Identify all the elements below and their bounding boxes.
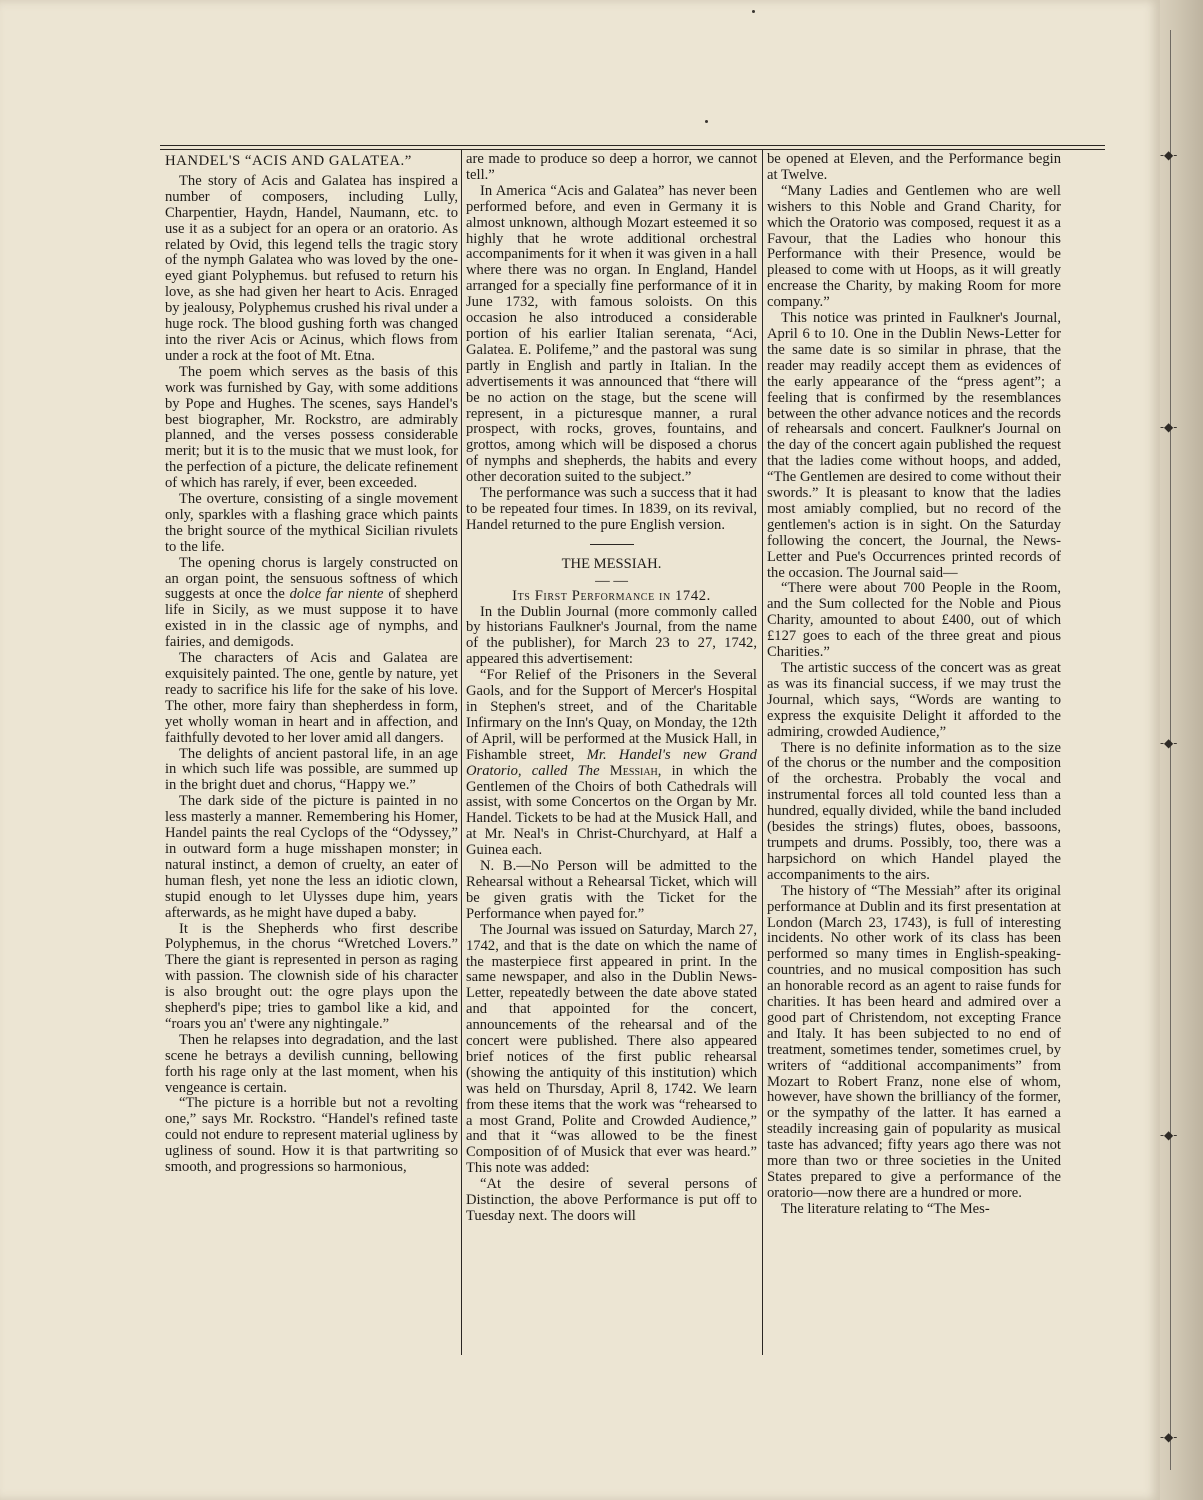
- paragraph: The poem which serves as the basis of this work was furnished by Gay, with some additions by Pope and Hughes. The scenes, says Handel's best biographer, Mr. Rockstro, are admirably planned, and the verses possess considerable merit; but it is to the music that we must look, for the perfection of a picture, the delicate refinement of which has rarely, if ever, been exceeded.: [165, 363, 458, 492]
- binding-line: [1170, 30, 1171, 1470]
- paragraph: Then he relapses into degradation, and the last scene he betrays a devilish cunning, bellowing forth his rage only at the last moment, when his vengeance is certain.: [165, 1031, 458, 1096]
- paragraph: The history of “The Messiah” after its original performance at Dublin and its first presentation at London (March 23, 1743), is full of interesting incidents. No other work of its class has been performed so many times in English-speaking- countries, and no musical composition has such an honorable record as an agent to raise funds for charities. It has been heard and admired over a good part of Christendom, not excepting France and Italy. It has been subjected to no end of treatment, sometimes tender, sometimes cruel, by writers of “additional accompaniments” from Mozart to Robert Franz, none else of whom, however, have shown the brilliancy of the former, or the sympathy of the latter. It has earned a steadily increasing gain of popularity as musical taste has advanced; fifty years ago there was not more than two or three societies in the United States prepared to give a performance of the oratorio—now there are a hundred or more.: [767, 882, 1061, 1201]
- paragraph: “The picture is a horrible but not a revolting one,” says Mr. Rockstro. “Handel's refined taste could not endure to represent material ugliness by ugliness of sound. How it is that partwriting so smooth, and progressions so harmonious,: [165, 1095, 458, 1176]
- paragraph: There is no definite information as to the size of the chorus or the number and the composition of the orchestra. Probably the vocal and instrumental forces all told counted less than a hundred, equally divided, while the band included (besides the strings) flutes, oboes, bassoons, trumpets and drums. Possibly, too, there was a harpsichord on which Handel played the accompaniments to the airs.: [767, 739, 1061, 883]
- advertisement-quote: [466, 668, 757, 859]
- column-divider-1: [461, 150, 462, 1355]
- paragraph: “There were about 700 People in the Room, and the Sum collected for the Noble and Pious Charity, amounted to about £400, out of which £127 goes to each of the three great and pious Charities.”: [767, 580, 1061, 661]
- book-binding-edge: [1160, 0, 1203, 1500]
- text-run: of shepherd life in Sicily, as we must suppose it to have existed in in the classic age of nymphs, and fairies, and demigods.: [165, 586, 458, 651]
- section-divider: [590, 544, 634, 545]
- binding-stitch-icon: ‑◆‑: [1160, 420, 1178, 434]
- italic-phrase: dolce far niente: [289, 586, 384, 603]
- paragraph: The story of Acis and Galatea has inspired a number of composers, including Lully, Charpentier, Haydn, Handel, Naumann, etc. to use it as a subject for an opera or an oratorio. As related by Ovid, this legend tells the tragic story of the nymph Galatea who was loved by the one-eyed giant Polyphemus. but refused to return his love, as she had given her heart to Acis. Enraged by jealousy, Polyphemus crushed his rival under a huge rock. The blood gushing forth was changed into the river Acis or Acinus, which flows from under a rock at the foot of Mt. Etna.: [165, 172, 458, 364]
- paragraph: In America “Acis and Galatea” has never been performed before, and even in Germany it is almost unknown, although Mozart esteemed it so highly that he wrote additional orchestral accompaniments for it when it was given in a hall where there was no organ. In England, Handel arranged for a specially fine performance of it in June 1732, with famous soloists. On this occasion he also introduced a considerable portion of his earlier Italian serenata, “Aci, Galatea. E. Polifeme,” and the pastoral was sung partly in English and partly in Italian. In the advertisements it was announced that “there will be no action on the stage, but the scene will represent, in a picturesque manner, a rural prospect, with rocks, groves, fountains, and grottos, among which will be disposed a chorus of nymphs and shepherds, the habits and every other decoration suited to the subject.”: [466, 182, 757, 486]
- binding-stitch-icon: ‑◆‑: [1160, 736, 1178, 750]
- section-subheading: Its First Performance in 1742.: [512, 587, 711, 604]
- paragraph: The characters of Acis and Galatea are exquisitely painted. The one, gentle by nature, yet ready to sacrifice his life for the sake of his love. The other, more fairy than shepherdess in form, yet wholly woman in heart and in affection, and faithfully devoted to her lover amid all dangers.: [165, 650, 458, 746]
- paragraph: This notice was printed in Faulkner's Journal, April 6 to 10. One in the Dublin News-Letter for the same date is so similar in phrase, that the reader may readily accept them as evidences of the early appearance of the “press agent”; a feeling that is confirmed by the resemblances between the other advance notices and the records of rehearsals and concert. Faulkner's Journal on the day of the concert again published the request that the ladies come without hoops, and added, “The Gentlemen are desired to come without their swords.” It is pleasant to know that the ladies most amiably complied, but no record of the gentlemen's action is in sight. On the Saturday following the concert, the Journal, the News-Letter and Pue's Occurrences printed records of the occasion. The Journal said—: [767, 310, 1061, 581]
- top-rule: [160, 145, 1105, 146]
- column-messiah: [466, 152, 757, 1352]
- paragraph: be opened at Eleven, and the Performance begin at Twelve.: [767, 151, 1061, 183]
- paragraph: “At the desire of several persons of Distinction, the above Performance is put off to Tuesday next. The doors will: [466, 1176, 757, 1224]
- paragraph: The literature relating to “The Mes-: [781, 1200, 990, 1217]
- paragraph: The dark side of the picture is painted in no less masterly a manner. Remembering his Homer, Handel paints the real Cyclops of the “Odyssey,” in outward form a huge misshapen monster; in natural instinct, a demon of cruelty, an eater of human flesh, yet none the less an idiotic clown, stupid enough to let Ulysses dupe him, years afterwards, as he might have duped a baby.: [165, 793, 458, 921]
- paragraph: The overture, consisting of a single movement only, sparkles with a flashing grace which paints the bright source of the mythical Sicilian rivulets to the life.: [165, 491, 458, 555]
- column-acis-galatea: [165, 152, 458, 1352]
- paragraph: The performance was such a success that it had to be repeated four times. In 1839, on its revival, Handel returned to the pure English version.: [466, 485, 757, 533]
- paragraph: N. B.—No Person will be admitted to the Rehearsal without a Rehearsal Ticket, which will be given gratis with the Ticket for the Performance when payed for.”: [466, 858, 757, 922]
- paragraph: The artistic success of the concert was as great as was its financial success, if we may trust the Journal, which says, “Words are wanting to express the exquisite Delight it afforded to the admiring, crowded Audience,”: [767, 660, 1061, 740]
- text-run: in which the Gentlemen of the Choirs of both Cathedrals will assist, with some Concertos on the Organ by Mr. Handel. Tickets to be had at the Musick Hall, and at Mr. Neal's in Christ-Churchyard, at Half a Guinea each.: [466, 762, 757, 859]
- dash-divider: — —: [595, 572, 628, 589]
- top-rule-second: [160, 149, 1105, 150]
- binding-stitch-icon: ‑◆‑: [1160, 148, 1178, 162]
- column-divider-2: [762, 150, 763, 1355]
- speck-mark: [705, 120, 708, 123]
- paragraph: The Journal was issued on Saturday, March 27, 1742, and that is the date on which the name of the masterpiece first appeared in print. In the same newspaper, and also in the Dublin News-Letter, repeatedly between the date above stated and that appointed for the concert, announcements of the rehearsal and of the concert were published. There also appeared brief notices of the first public rehearsal (showing the antiquity of this institution) which was held on Thursday, April 8, 1742. We learn from these items that the work was “rehearsed to a most Grand, Polite and Crowded Audience,” and that it “was allowed to be the finest Composition of of Musick that ever was heard.” This note was added:: [466, 921, 757, 1177]
- binding-stitch-icon: ‑◆‑: [1160, 1430, 1178, 1444]
- column-messiah-continued: [767, 152, 1061, 1352]
- binding-stitch-icon: ‑◆‑: [1160, 1128, 1178, 1142]
- paragraph: are made to produce so deep a horror, we cannot tell.”: [466, 151, 757, 183]
- italic-title: Mr. Handel's new Grand Oratorio, called The: [466, 746, 757, 779]
- section-heading: THE MESSIAH.: [561, 555, 662, 572]
- text-run: “For Relief of the Prisoners in the Several Gaols, and for the Support of Mercer's Hospital in Stephen's street, and of the Charitable Infirmary on the Inn's Quay, on Monday, the 12th of April, will be performed at the Musick Hall, in Fishamble street,: [466, 667, 757, 763]
- smallcaps-title: Messiah,: [609, 762, 662, 779]
- article-heading: HANDEL'S “ACIS AND GALATEA.”: [165, 153, 412, 169]
- paragraph: “Many Ladies and Gentlemen who are well wishers to this Noble and Grand Charity, for which the Oratorio was composed, request it as a Favour, that the Ladies who honour this Performance with their Presence, would be pleased to come with ut Hoops, as it will greatly encrease the Charity, by making Room for more company.”: [767, 182, 1061, 311]
- speck-mark: [752, 10, 755, 13]
- paragraph: The delights of ancient pastoral life, in an age in which such life was possible, are summed up in the bright duet and chorus, “Happy we.”: [165, 745, 458, 794]
- text-run: The opening chorus is largely constructed on an organ point, the sensuous softness of which suggests at once the: [165, 554, 458, 603]
- paragraph: It is the Shepherds who first describe Polyphemus, in the chorus “Wretched Lovers.” There the giant is represented in person as raging with passion. The clownish side of his character is also brought out: the ogre plays upon the shepherd's pipe; tries to gambol like a kid, and “roars you an' t'were any nightingale.”: [165, 920, 458, 1032]
- paragraph-opening-chorus: [165, 556, 458, 651]
- paragraph: In the Dublin Journal (more commonly called by historians Faulkner's Journal, from the name of the publisher), for March 23 to 27, 1742, appeared this advertisement:: [466, 603, 757, 668]
